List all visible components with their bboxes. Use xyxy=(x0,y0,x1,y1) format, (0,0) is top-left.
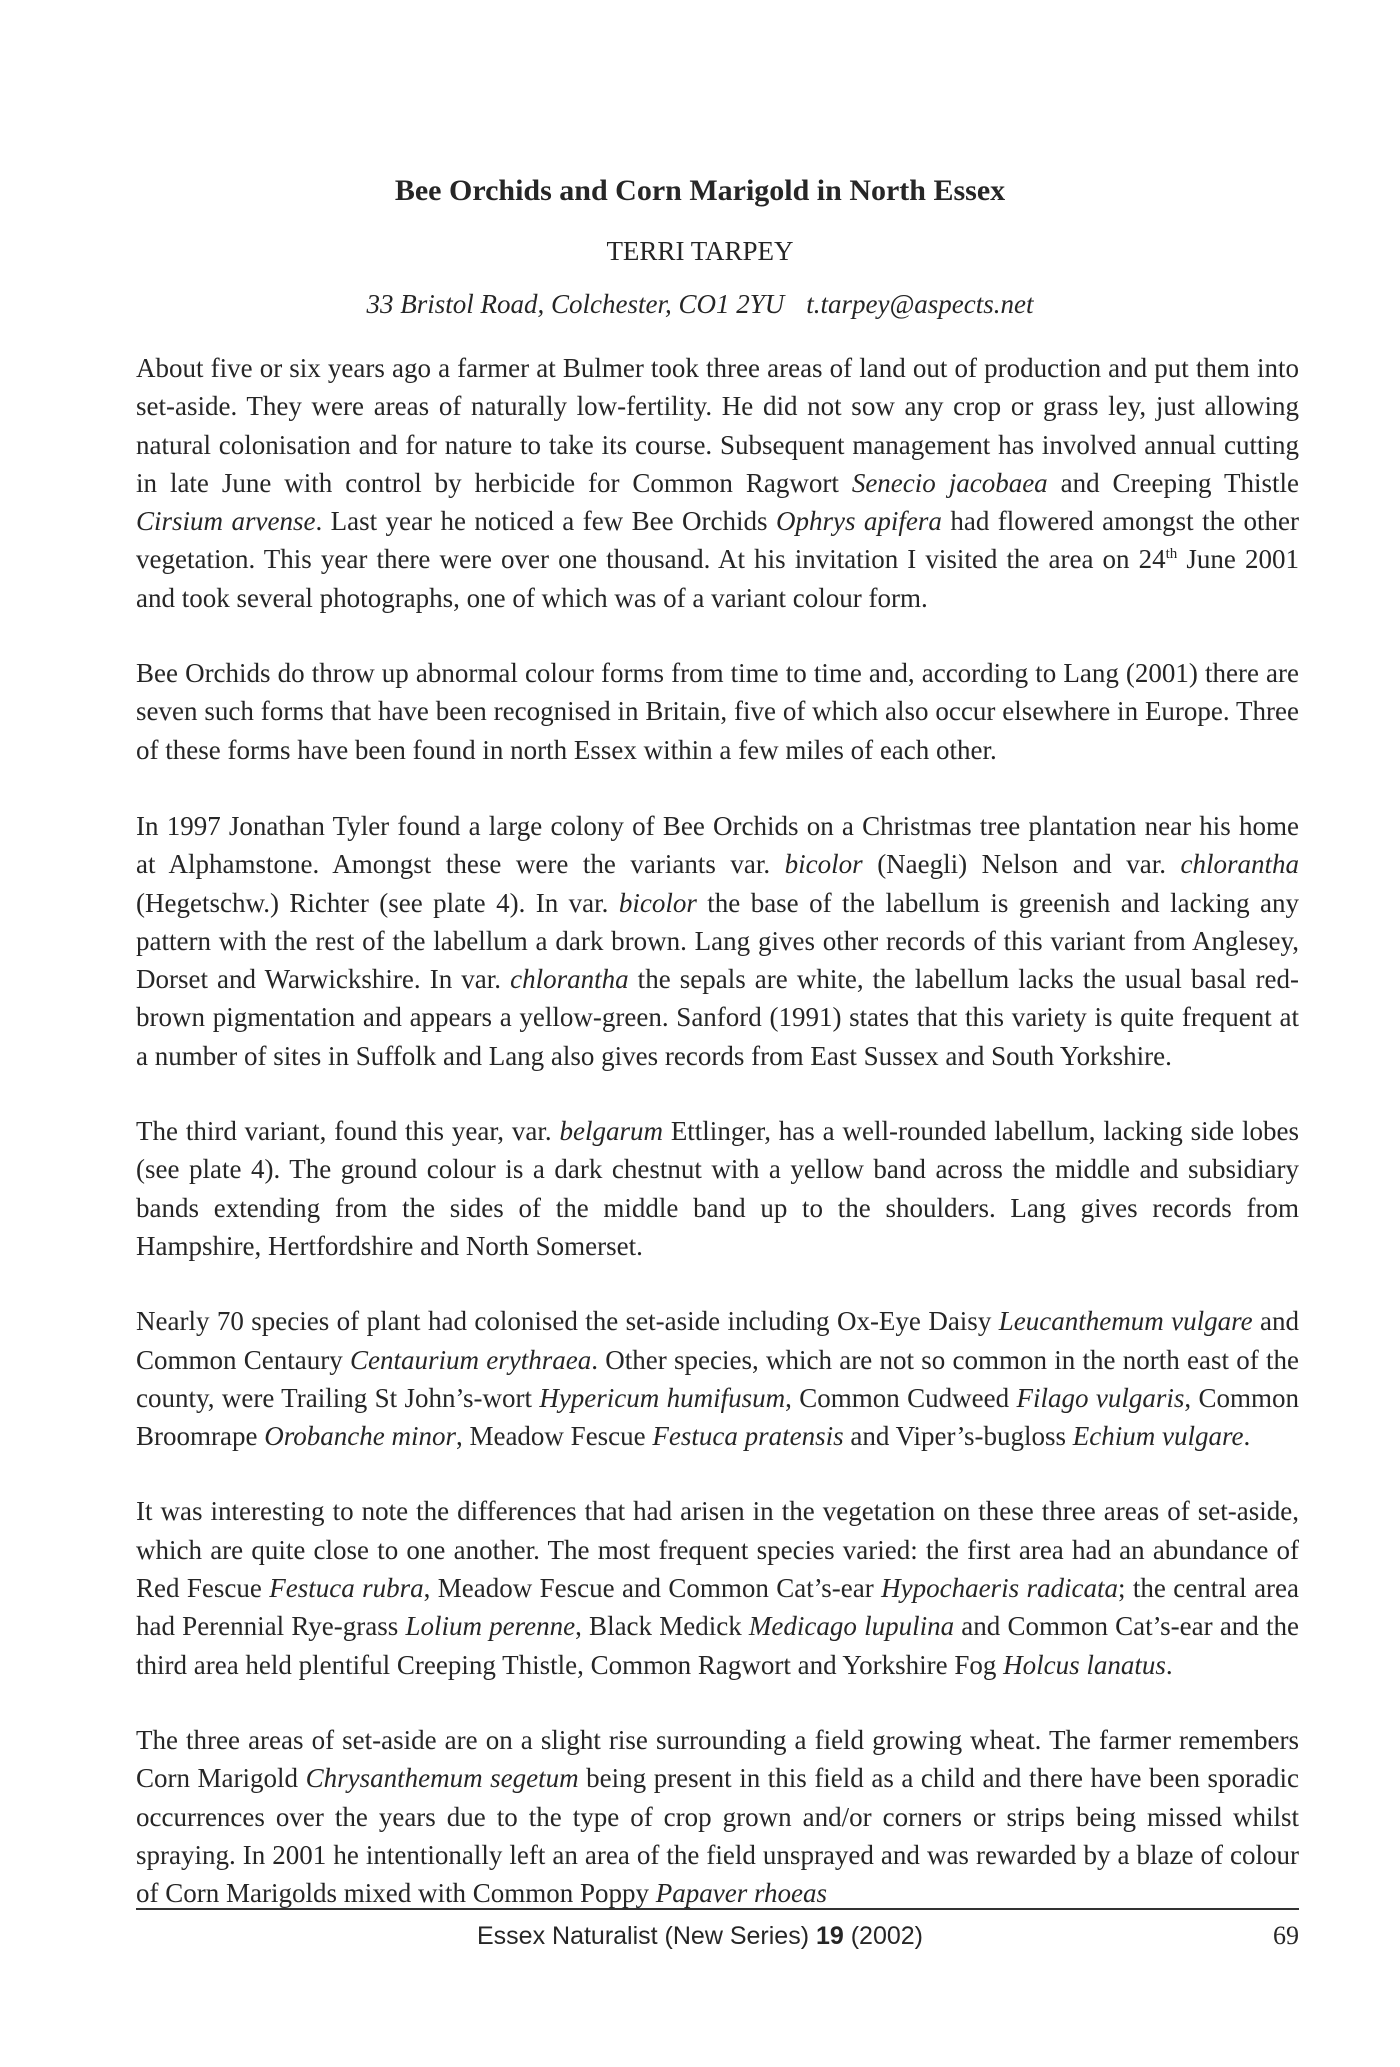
text-run: had flowered amongst the other vegetation. This year there were over one thousand. At his invitation I visited the area on 24 xyxy=(136,506,1299,575)
ordinal-suffix: th xyxy=(1165,546,1178,563)
paragraph-7 xyxy=(136,1721,1299,1912)
text-run: ; the central area had Perennial Rye-grass xyxy=(136,1573,1300,1642)
species-name: Holcus lanatus xyxy=(1003,1649,1166,1680)
paragraph-1 xyxy=(136,349,1299,617)
text-run: , Meadow Fescue xyxy=(455,1421,653,1452)
species-name: Chrysanthemum segetum xyxy=(305,1763,579,1794)
variety-name: chlorantha xyxy=(510,964,629,995)
article-body xyxy=(136,349,1299,1949)
text-run: Ettlinger, has a well-rounded labellum, lacking side lobes (see plate 4). The ground colour is a dark chestnut with a yellow band across the middle and subsidiary bands extending from the sides of the middle band up to the shoulders. Lang gives records from Hampshire, Hertfordshire and North Somerset. xyxy=(136,1116,1299,1261)
text-run: June 2001 and took several photographs, one of which was of a variant colour form. xyxy=(136,544,1299,613)
author-address: 33 Bristol Road, Colchester, CO1 2YU xyxy=(366,289,785,319)
journal-name: Essex Naturalist (New Series) xyxy=(476,1922,810,1950)
text-run: . xyxy=(1165,1649,1173,1680)
species-name: Echium vulgare xyxy=(1072,1421,1244,1452)
text-run: Nearly 70 species of plant had colonised the set-aside including Ox-Eye Daisy xyxy=(136,1306,999,1337)
text-run: , Common Broomrape xyxy=(136,1382,1300,1452)
paragraph-5 xyxy=(136,1302,1299,1455)
species-name: Festuca rubra xyxy=(269,1573,424,1604)
page-number: 69 xyxy=(1273,1921,1299,1950)
text-run: , Black Medick xyxy=(575,1611,749,1642)
text-run: Bee Orchids do throw up abnormal colour forms from time to time and, according to Lang (2001) there are seven such forms that have been recognised in Britain, five of which also occur elsewhere in Europe. Three of these forms have been found in north Essex within a few miles of each other. xyxy=(136,658,1299,765)
text-run: . xyxy=(1243,1421,1251,1452)
species-name: Lolium perenne xyxy=(405,1611,576,1642)
text-run: , Meadow Fescue and Common Cat’s-ear xyxy=(423,1573,882,1604)
paragraph-3 xyxy=(136,807,1299,1075)
variety-name: bicolor xyxy=(784,849,863,880)
text-run: About five or six years ago a farmer at Bulmer took three areas of land out of production and put them into set-aside. They were areas of naturally low-fertility. He did not sow any crop or grass ley, just allowing natural colonisation and for nature to take its course. Subsequent management has involved annual cutting in late June with control by herbicide for Common Ragwort xyxy=(136,353,1299,498)
paragraph-2 xyxy=(136,654,1299,769)
text-run: the base of the labellum is greenish and lacking any pattern with the rest of the labellum a dark brown. Lang gives other records of this variant from Anglesey, Dorset and Warwickshire. In var. xyxy=(136,887,1299,995)
species-name: Medicago lupulina xyxy=(748,1611,955,1642)
text-run: the sepals are white, the labellum lacks the usual basal red-brown pigmentation and appears a yellow-green. Sanford (1991) states that this variety is quite frequent at a number of sites in Suffolk and Lang also gives records from East Sussex and South Yorkshire. xyxy=(136,964,1299,1071)
species-name: Leucanthemum vulgare xyxy=(998,1306,1253,1337)
text-run: (Naegli) Nelson and var. xyxy=(862,849,1181,880)
species-name: Papaver rhoeas xyxy=(655,1878,827,1909)
species-name: Filago vulgaris xyxy=(1016,1382,1185,1413)
text-run: . Other species, which are not so common in the north east of the county, were Trailing St John’s-wort xyxy=(136,1344,1299,1413)
text-run: and Common Cat’s-ear and the third area held plentiful Creeping Thistle, Common Ragwort and Yorkshire Fog xyxy=(136,1611,1299,1680)
footer-divider xyxy=(136,1908,1299,1910)
species-name: Cirsium arvense xyxy=(136,506,316,537)
species-name: Hypericum humifusum xyxy=(539,1382,786,1413)
text-run: and Common Centaury xyxy=(136,1306,1299,1375)
article-author: TERRI TARPEY xyxy=(606,236,794,266)
variety-name: chlorantha xyxy=(1180,849,1299,880)
paragraph-4 xyxy=(136,1112,1299,1265)
text-run: The third variant, found this year, var. xyxy=(136,1116,560,1147)
journal-volume: 19 xyxy=(815,1922,844,1950)
text-run: and Creeping Thistle xyxy=(1047,467,1299,498)
variety-name: belgarum xyxy=(559,1116,663,1147)
text-run: . Last year he noticed a few Bee Orchids xyxy=(315,506,776,537)
text-run: being present in this field as a child and there have been sporadic occurrences over the years due to the type of crop grown and/or corners or strips being missed whilst spraying. In 2001 he intentionally left an area of the field unsprayed and was rewarded by a blaze of colour of Corn Marigolds mixed with Common Poppy xyxy=(136,1763,1299,1909)
paragraph-6 xyxy=(136,1492,1299,1683)
footer-journal-citation xyxy=(0,1920,1400,1952)
species-name: Orobanche minor xyxy=(264,1421,456,1452)
species-name: Senecio jacobaea xyxy=(851,467,1048,498)
article-title: Bee Orchids and Corn Marigold in North Essex xyxy=(394,174,1006,207)
species-name: Hypochaeris radicata xyxy=(881,1573,1118,1604)
species-name: Festuca pratensis xyxy=(652,1421,844,1452)
author-address-line xyxy=(0,288,1400,320)
species-name: Ophrys apifera xyxy=(775,506,942,537)
text-run: (Hegetschw.) Richter (see plate 4). In var. xyxy=(136,887,619,918)
text-run: , Common Cudweed xyxy=(785,1382,1017,1413)
text-run: and Viper’s-bugloss xyxy=(843,1421,1073,1452)
author-email: t.tarpey@aspects.net xyxy=(806,289,1034,319)
text-run: In 1997 Jonathan Tyler found a large colony of Bee Orchids on a Christmas tree plantation near his home at Alphamstone. Amongst these were the variants var. xyxy=(136,810,1299,880)
variety-name: bicolor xyxy=(618,887,697,918)
journal-year: (2002) xyxy=(850,1922,923,1950)
text-run: The three areas of set-aside are on a slight rise surrounding a field growing wheat. The farmer remembers Corn Marigold xyxy=(136,1724,1299,1794)
text-run: It was interesting to note the differences that had arisen in the vegetation on these three areas of set-aside, which are quite close to one another. The most frequent species varied: the first area had an abundance of Red Fescue xyxy=(136,1496,1299,1604)
species-name: Centaurium erythraea xyxy=(350,1344,592,1375)
